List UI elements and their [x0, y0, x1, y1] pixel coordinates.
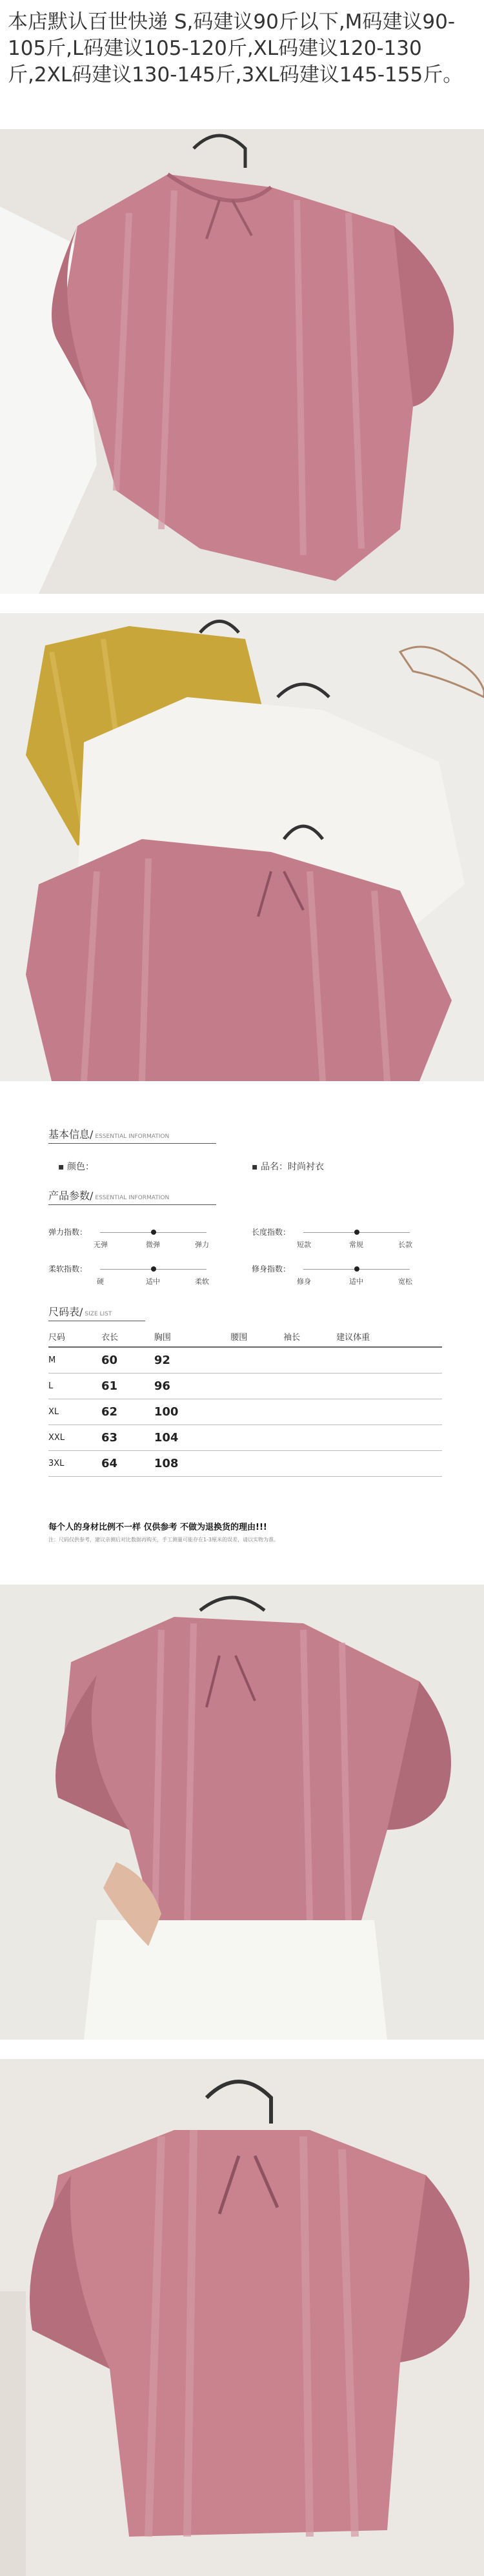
- stretch-label: 弹力指数：: [48, 1228, 88, 1237]
- size-footnote: 注：尺码仅供参考，建议亲测后对比数据再购买，手工测量可能存在1-3厘米的误差，请以实物为准。: [48, 1537, 279, 1543]
- fit-label: 修身指数：: [252, 1264, 291, 1273]
- softness-label: 柔软指数：: [48, 1264, 88, 1273]
- product-photo-3: [0, 1585, 484, 2040]
- size-title: 尺码表/ SIZE LIST: [48, 1306, 112, 1318]
- table-row: 3XL 64 108: [48, 1451, 442, 1477]
- table-row: XXL 63 104: [48, 1425, 442, 1451]
- size-table: 尺码 衣长 胸围 腰围 袖长 建议体重 M 60 92 L 61 96 XL 62 100 XXL 63 104 3XL 64 108: [48, 1326, 442, 1477]
- spec-sheet: 基本信息/ ESSENTIAL INFORMATION ▪ 颜色： ▪ 品名：时尚衬衣 产品参数/ ESSENTIAL INFORMATION 弹力指数： 无弹 微弹 弹力 长度指数： 短款 常规 长款 柔软指数： 硬 适中 柔软 修身指数： 修身 适中 宽松 尺码表/ SIZE LIST 尺码 衣长 胸围 腰围 袖长 建议体重 M 60 92 L 61 96 XL 62 100 XXL 63 104 3XL 64 108 每个人的身材比例不一样 仅供参考 不做为退换货的理由!!! 注：尺码仅供参考，建议亲测后对比数据再购买，手工测量可能存在1-3厘米的误差，请以实物为准。: [19, 1113, 465, 1578]
- color-label: ▪ 颜色：: [58, 1162, 94, 1172]
- table-row: XL 62 100: [48, 1399, 442, 1425]
- size-notice: 本店默认百世快递 S,码建议90斤以下,M码建议90-105斤,L码建议105-120斤,XL码建议120-130斤,2XL码建议130-145斤,3XL码建议145-155斤。: [8, 10, 463, 86]
- params-title: 产品参数/ ESSENTIAL INFORMATION: [48, 1190, 170, 1202]
- table-row: L 61 96: [48, 1374, 442, 1399]
- product-photo-1: [0, 129, 484, 594]
- length-label: 长度指数：: [252, 1228, 291, 1237]
- table-row: M 60 92: [48, 1347, 442, 1374]
- size-warning: 每个人的身材比例不一样 仅供参考 不做为退换货的理由!!!: [48, 1523, 267, 1532]
- basic-info-title: 基本信息/ ESSENTIAL INFORMATION: [48, 1128, 170, 1141]
- product-name-label: ▪ 品名：时尚衬衣: [252, 1162, 324, 1172]
- product-photo-2: [0, 613, 484, 1081]
- product-photo-4: [0, 2059, 484, 2576]
